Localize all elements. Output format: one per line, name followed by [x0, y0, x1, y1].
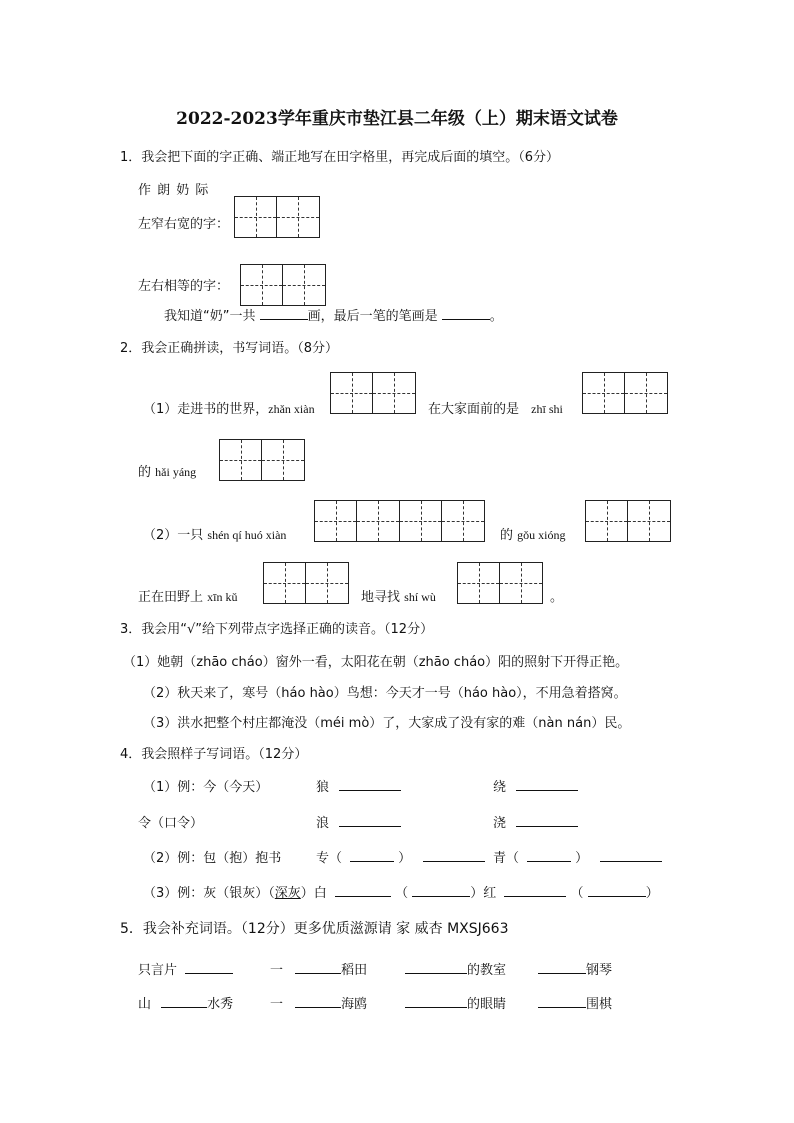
q3-sentence-1[interactable]: （1）她朝（zhāo cháo）窗外一看，太阳花在朝（zhāo cháo）阳的照射下开得正艳。 [123, 655, 629, 670]
answer-blank[interactable] [405, 961, 467, 974]
q5-word: 钢琴 [586, 963, 613, 978]
grid-cell[interactable] [583, 373, 625, 413]
answer-blank[interactable] [423, 849, 485, 862]
paren-open: （ [395, 886, 409, 901]
q2-line1-text [143, 398, 315, 417]
q2-l3-text: （2）一只 [143, 528, 204, 543]
q4-heading: 4．我会照样子写词语。（12分） [120, 747, 308, 762]
q2-l1-text: （1）走进书的世界， [143, 402, 269, 417]
q5-word: 水秀 [207, 997, 234, 1012]
answer-blank[interactable] [185, 961, 233, 974]
grid-cell[interactable] [331, 373, 373, 413]
q2-line3-text [143, 524, 286, 543]
answer-blank[interactable] [335, 884, 391, 897]
grid-huoxian[interactable] [399, 500, 485, 542]
grid-shenqi[interactable] [314, 500, 400, 542]
pinyin-gouxiong: gǒu xióng [517, 528, 566, 542]
q4-row1-example: （1）例：今（今天） [143, 780, 269, 795]
q4-row2-a [316, 812, 401, 831]
q2-heading: 2．我会正确拼读，书写词语。（8分） [120, 341, 339, 356]
q5-r2-item-4 [538, 993, 612, 1012]
answer-blank[interactable] [516, 814, 578, 827]
fill-end: 。 [489, 309, 503, 324]
paren-close-hong: ）红 [470, 886, 497, 901]
q4-row1-a [316, 776, 401, 795]
answer-blank[interactable] [588, 884, 646, 897]
q2-l4-text2: 地寻找 [361, 590, 401, 605]
q2-line3-text2 [500, 524, 566, 543]
grid-shiwu[interactable] [457, 562, 543, 604]
grid-cell[interactable] [373, 373, 415, 413]
q4-char-rao: 绕 [493, 780, 507, 795]
pinyin-xinku: xīn kǔ [207, 590, 238, 604]
grid-cell[interactable] [306, 563, 348, 603]
q4-row1-b [493, 776, 578, 795]
fill-prefix: 我知道“奶”一共 [164, 309, 256, 324]
grid-xinku[interactable] [263, 562, 349, 604]
answer-blank[interactable] [538, 995, 586, 1008]
grid-cell[interactable] [262, 440, 304, 480]
q3-sentence-2[interactable]: （2）秋天来了，寒号（háo hào）鸟想：今天才一号（háo hào），不用急着搭窝。 [143, 686, 627, 701]
q5-r1-item-1 [138, 959, 233, 978]
grid-haiyang[interactable] [219, 439, 305, 481]
answer-blank[interactable] [538, 961, 586, 974]
grid-cell[interactable] [628, 501, 670, 541]
q4-r4-example-post: ）白 [300, 886, 327, 901]
q5-word: 围棋 [586, 997, 613, 1012]
q1-label-equal: 左右相等的字： [138, 279, 230, 294]
paren-close: ） [398, 851, 412, 866]
grid-zhishi[interactable] [582, 372, 668, 414]
grid-zhanxian[interactable] [330, 372, 416, 414]
q5-r2-item-1 [138, 993, 233, 1012]
q4-char-lang2: 浪 [316, 816, 330, 831]
q4-row2-b [493, 812, 578, 831]
pinyin-haiyang: hǎi yáng [155, 465, 197, 479]
grid-cell[interactable] [500, 563, 542, 603]
answer-blank[interactable] [412, 884, 470, 897]
q1-label-narrow-wide: 左窄右宽的字： [138, 217, 230, 232]
q5-r1-item-3 [405, 959, 506, 978]
answer-blank[interactable] [295, 961, 341, 974]
q2-l2-text: 的 [138, 465, 152, 480]
answer-blank[interactable] [161, 995, 207, 1008]
q4-char-lang: 狼 [316, 780, 330, 795]
stroke-count-blank[interactable] [260, 307, 308, 320]
q2-line4-text2 [361, 586, 436, 605]
q2-line2-text [138, 461, 196, 480]
q5-word: 海鸥 [341, 997, 368, 1012]
writing-grid-narrow-wide[interactable] [234, 196, 320, 238]
answer-blank[interactable] [339, 778, 401, 791]
q4-row3-example: （2）例：包（抱）抱书 [143, 851, 282, 866]
q5-word: 的眼睛 [467, 997, 507, 1012]
grid-cell[interactable] [458, 563, 500, 603]
q1-heading: 1．我会把下面的字正确、端正地写在田字格里，再完成后面的填空。（6分） [120, 150, 560, 165]
answer-blank[interactable] [405, 995, 467, 1008]
q5-r1-item-4 [538, 959, 612, 978]
grid-cell[interactable] [283, 265, 325, 305]
page-title: 2022-2023学年重庆市垫江县二年级（上）期末语文试卷 [176, 109, 618, 129]
q4-row3-b [493, 847, 662, 866]
answer-blank[interactable] [350, 849, 394, 862]
q4-row4 [143, 882, 659, 901]
q4-r4-example-pre: （3）例：灰（银灰）（ [143, 886, 275, 901]
q4-char-jiao: 浇 [493, 816, 507, 831]
grid-gouxiong[interactable] [585, 500, 671, 542]
grid-cell[interactable] [315, 501, 357, 541]
grid-cell[interactable] [277, 197, 319, 237]
q3-heading: 3．我会用“√”给下列带点字选择正确的读音。（12分） [120, 622, 434, 637]
grid-cell[interactable] [235, 197, 277, 237]
q3-sentence-3[interactable]: （3）洪水把整个村庄都淹没（méi mò）了，大家成了没有家的难（nàn nán）民。 [143, 716, 631, 731]
q4-char-qing: 青（ [493, 851, 520, 866]
q2-l1-text2: 在大家面前的是 [428, 402, 520, 417]
q5-r2-item-2 [270, 993, 367, 1012]
grid-cell[interactable] [220, 440, 262, 480]
q4-row2-example: 令（口令） [138, 816, 204, 831]
q1-characters: 作 朗 奶 际 [138, 183, 210, 198]
answer-blank[interactable] [504, 884, 566, 897]
pinyin-shiwu: shí wù [404, 590, 436, 604]
answer-blank[interactable] [339, 814, 401, 827]
fill-mid: 画，最后一笔的笔画是 [307, 309, 438, 324]
q2-line4-end: 。 [550, 590, 564, 605]
q5-word: 的教室 [467, 963, 507, 978]
q2-l4-text: 正在田野上 [138, 590, 204, 605]
answer-blank[interactable] [600, 849, 662, 862]
q1-fill-line [164, 305, 503, 324]
writing-grid-equal[interactable] [240, 264, 326, 306]
pinyin-shenqihuoxian: shén qí huó xiàn [207, 528, 287, 542]
paren-close: ） [645, 886, 659, 901]
q5-word: 稻田 [341, 963, 368, 978]
grid-cell[interactable] [586, 501, 628, 541]
q5-heading: 5．我会补充词语。（12分）更多优质滋源请 家 威杏 MXSJ663 [120, 921, 509, 937]
answer-blank[interactable] [295, 995, 341, 1008]
q5-r1-item-2 [270, 959, 367, 978]
paren-close: ） [575, 851, 589, 866]
q2-line4-text [138, 586, 238, 605]
q5-word: 只言片 [138, 963, 178, 978]
q4-row3-a [316, 847, 485, 866]
pinyin-zhishi: zhī shi [531, 402, 563, 416]
q5-word: 山 [138, 997, 152, 1012]
grid-cell[interactable] [264, 563, 306, 603]
answer-blank[interactable] [516, 778, 578, 791]
paren-open: （ [570, 886, 584, 901]
q5-r2-item-3 [405, 993, 506, 1012]
q5-word: 一 [270, 963, 284, 978]
q5-word: 一 [270, 997, 284, 1012]
grid-cell[interactable] [241, 265, 283, 305]
pinyin-zhanxian: zhǎn xiàn [268, 402, 315, 416]
q2-l3-text2: 的 [500, 528, 514, 543]
answer-blank[interactable] [527, 849, 571, 862]
q4-char-zhuan: 专（ [316, 851, 343, 866]
last-stroke-blank[interactable] [442, 307, 490, 320]
grid-cell[interactable] [442, 501, 484, 541]
grid-cell[interactable] [357, 501, 399, 541]
grid-cell[interactable] [625, 373, 667, 413]
q4-r4-example-underlined: 深灰 [274, 886, 301, 901]
grid-cell[interactable] [400, 501, 442, 541]
q2-line1-text2 [428, 398, 563, 417]
